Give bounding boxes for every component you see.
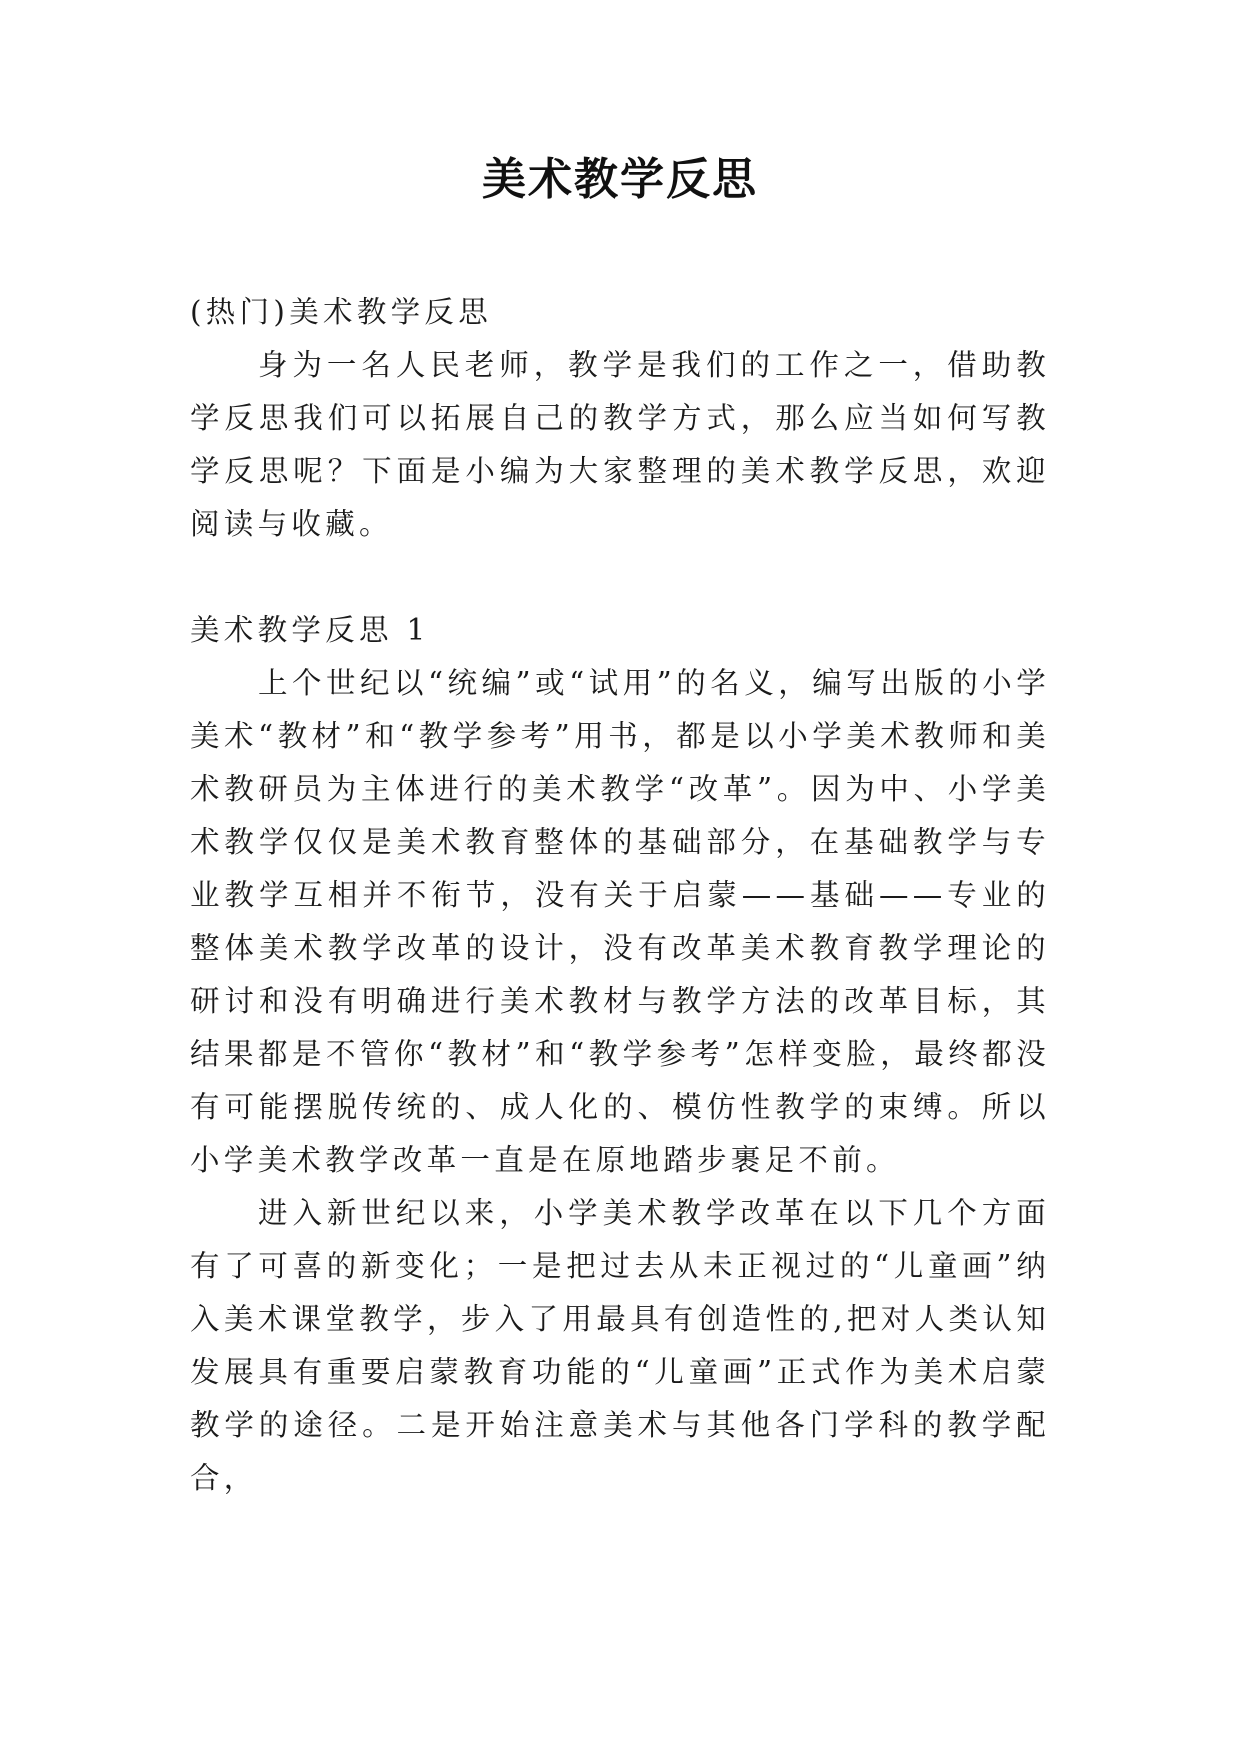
document-page <box>190 0 1050 1754</box>
body-paragraph: 上个世纪以“统编”或“试用”的名义，编写出版的小学美术“教材”和“教学参考”用书，都是以小学美术教师和美术教研员为主体进行的美术教学“改革”。因为中、小学美术教学仅仅是美术教育整体的基础部分，在基础教学与专业教学互相并不衔节，没有关于启蒙——基础——专业的整体美术教学改革的设计，没有改革美术教育教学理论的研讨和没有明确进行美术教材与教学方法的改革目标，其结果都是不管你“教材”和“教学参考”怎样变脸，最终都没有可能摆脱传统的、成人化的、模仿性教学的束缚。所以小学美术教学改革一直是在原地踏步裹足不前。 <box>190 666 1050 1177</box>
paragraph-spacer <box>190 551 1050 604</box>
body-paragraph: 进入新世纪以来，小学美术教学改革在以下几个方面有了可喜的新变化；一是把过去从未正视过的“儿童画”纳入美术课堂教学，步入了用最具有创造性的,把对人类认知发展具有重要启蒙教育功能的“儿童画”正式作为美术启蒙教学的途径。二是开始注意美术与其他各门学科的教学配合， <box>190 1196 1050 1495</box>
document-subtitle: (热门)美术教学反思 <box>190 295 493 329</box>
document-title: 美术教学反思 <box>482 154 758 205</box>
document-body <box>190 286 1050 1505</box>
intro-paragraph: 身为一名人民老师，教学是我们的工作之一，借助教学反思我们可以拓展自己的教学方式，那么应当如何写教学反思呢？下面是小编为大家整理的美术教学反思，欢迎阅读与收藏。 <box>190 348 1050 541</box>
section-heading: 美术教学反思 1 <box>190 613 430 647</box>
